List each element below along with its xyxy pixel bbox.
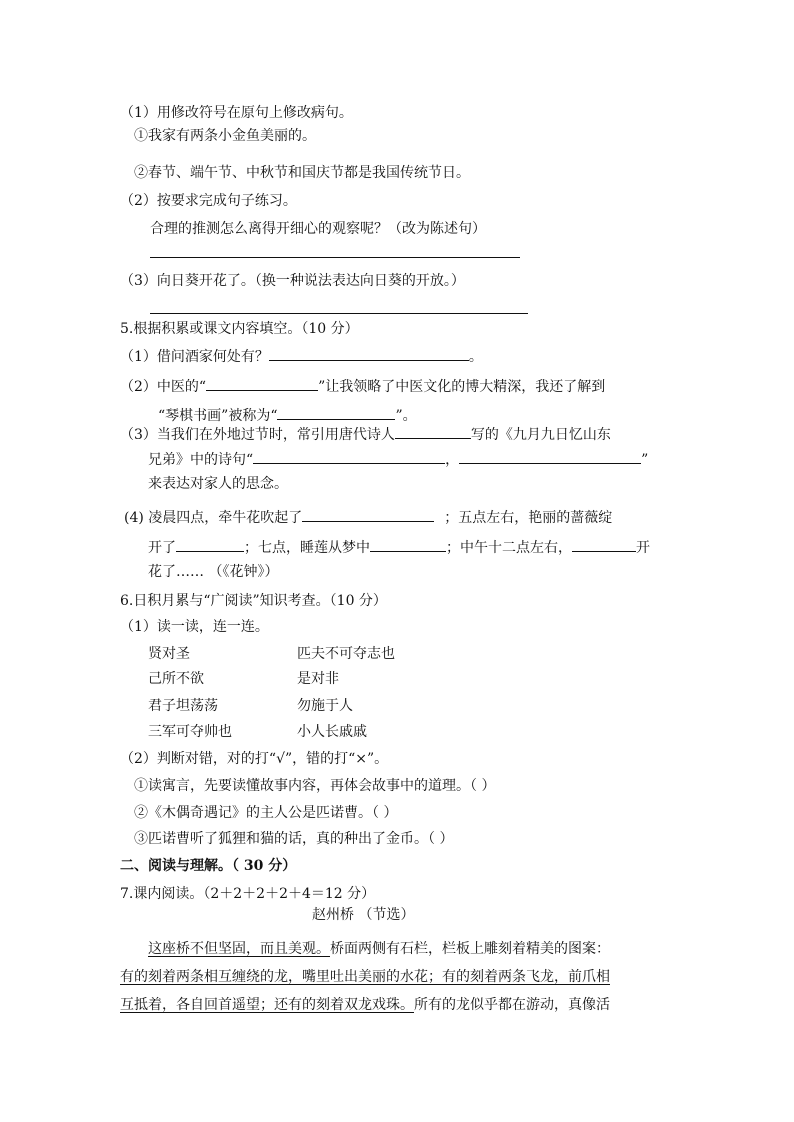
q5-part4-text-b: ；五点左右，艳丽的蔷薇绽 (444, 510, 613, 526)
q5-part2 (120, 376, 605, 396)
fill-blank[interactable] (572, 537, 636, 552)
fill-blank[interactable] (370, 537, 446, 552)
match-right-item[interactable]: 匹夫不可夺志也 (297, 646, 395, 662)
match-left-item[interactable]: 己所不欲 (148, 671, 204, 687)
q5-part4-text-e: ；中午十二点左右， (446, 540, 572, 556)
q6-judge-b[interactable]: ②《木偶奇遇记》的主人公是匹诺曹。（ ） (134, 805, 398, 821)
answer-line[interactable] (150, 257, 520, 258)
q5-part3 (120, 424, 611, 444)
answer-line[interactable] (150, 313, 528, 314)
q6-part1: （1）读一读，连一连。 (120, 619, 269, 635)
q5-part3-cont (148, 449, 648, 469)
q5-part4-text-a: (4) 凌晨四点，牵牛花吹起了 (124, 510, 303, 526)
fill-blank[interactable] (459, 449, 641, 464)
q6-title: 6.日积月累与“广阅读”知识考查。（10 分） (120, 593, 387, 609)
q5-part2-cont (158, 405, 417, 425)
q4-part3: （3）向日葵开花了。（换一种说法表达向日葵的开放。） (120, 273, 465, 289)
section-heading: 二、阅读与理解。（ 30 分） (120, 858, 297, 874)
match-right-item[interactable]: 勿施于人 (297, 698, 353, 714)
q5-part4-cont (148, 537, 650, 557)
q4-part2: （2）按要求完成句子练习。 (120, 193, 297, 209)
q5-part4 (124, 507, 612, 527)
q5-part3-text-b: 写的《九月九日忆山东 (470, 427, 611, 443)
match-right-item[interactable]: 小人长戚戚 (297, 724, 367, 740)
q5-part3-text-c: 兄弟》中的诗句“ (148, 452, 254, 468)
q5-part2-text-a: （2）中医的“ (120, 379, 207, 395)
q4-part1: （1）用修改符号在原句上修改病句。 (120, 105, 353, 121)
passage-text: 桥面两侧有石栏，栏板上雕刻着精美的图案： (330, 941, 610, 957)
q5-part4-text-f: 开 (636, 540, 650, 556)
match-left-item[interactable]: 贤对圣 (148, 646, 190, 662)
passage-text: 所有的龙似乎都在游动，真像活 (414, 997, 610, 1013)
q5-part3-text-d: ， (445, 452, 460, 468)
passage-line (148, 940, 610, 958)
q5-part4-text-c: 开了 (148, 540, 176, 556)
match-left-item[interactable]: 三军可夺帅也 (148, 724, 232, 740)
q5-part2-text-b: ”让我领略了中医文化的博大精深，我还了解到 (318, 379, 606, 395)
passage-line (120, 968, 610, 986)
q6-part2: （2）判断对错，对的打“√”，错的打“×”。 (120, 751, 389, 767)
fill-blank[interactable] (277, 405, 395, 420)
match-left-item[interactable]: 君子坦荡荡 (148, 698, 218, 714)
fill-blank[interactable] (253, 449, 445, 464)
q5-part1 (120, 346, 483, 366)
q4-part1-sentence-b: ②春节、端午节、中秋节和国庆节都是我国传统节日。 (134, 165, 470, 181)
q5-part1-end: 。 (468, 349, 483, 365)
q4-part1-sentence-a: ①我家有两条小金鱼美丽的。 (134, 128, 316, 144)
fill-blank[interactable] (395, 424, 471, 439)
passage-underlined: 这座桥不但坚固，而且美观。 (148, 941, 330, 957)
q5-part3-end: 来表达对家人的思念。 (148, 476, 288, 492)
q5-part2-text-d: ”。 (395, 408, 417, 424)
q5-part4-text-d: ；七点，睡莲从梦中 (244, 540, 370, 556)
passage-line (120, 996, 610, 1014)
match-right-item[interactable]: 是对非 (297, 671, 339, 687)
fill-blank[interactable] (176, 537, 244, 552)
q4-part2-question: 合理的推测怎么离得开细心的观察呢？（改为陈述句） (150, 221, 486, 237)
q6-judge-c[interactable]: ③匹诺曹听了狐狸和猫的话，真的种出了金币。（ ） (134, 831, 454, 847)
fill-blank[interactable] (206, 376, 318, 391)
q5-part1-text: （1）借问酒家何处有？ (120, 349, 269, 365)
q5-title: 5.根据积累或课文内容填空。（10 分） (120, 321, 359, 337)
q5-part4-end: 花了…… （《花钟》） (148, 564, 279, 580)
fill-blank[interactable] (302, 507, 434, 522)
q6-judge-a[interactable]: ①读寓言，先要读懂故事内容，再体会故事中的道理。（ ） (134, 778, 496, 794)
passage-title: 赵州桥 （节选） (312, 907, 415, 923)
fill-blank[interactable] (269, 346, 469, 361)
q7-title: 7.课内阅读。（2＋2＋2＋2＋4＝12 分） (120, 886, 376, 902)
q5-part3-text-e: ” (641, 452, 649, 468)
q5-part2-text-c: “琴棋书画”被称为“ (158, 408, 278, 424)
passage-underlined: 互抵着，各自回首遥望；还有的刻着双龙戏珠。 (120, 997, 414, 1013)
q5-part3-text-a: （3）当我们在外地过节时，常引用唐代诗人 (120, 427, 395, 443)
passage-underlined: 有的刻着两条相互缠绕的龙，嘴里吐出美丽的水花；有的刻着两条飞龙，前爪相 (120, 969, 610, 985)
